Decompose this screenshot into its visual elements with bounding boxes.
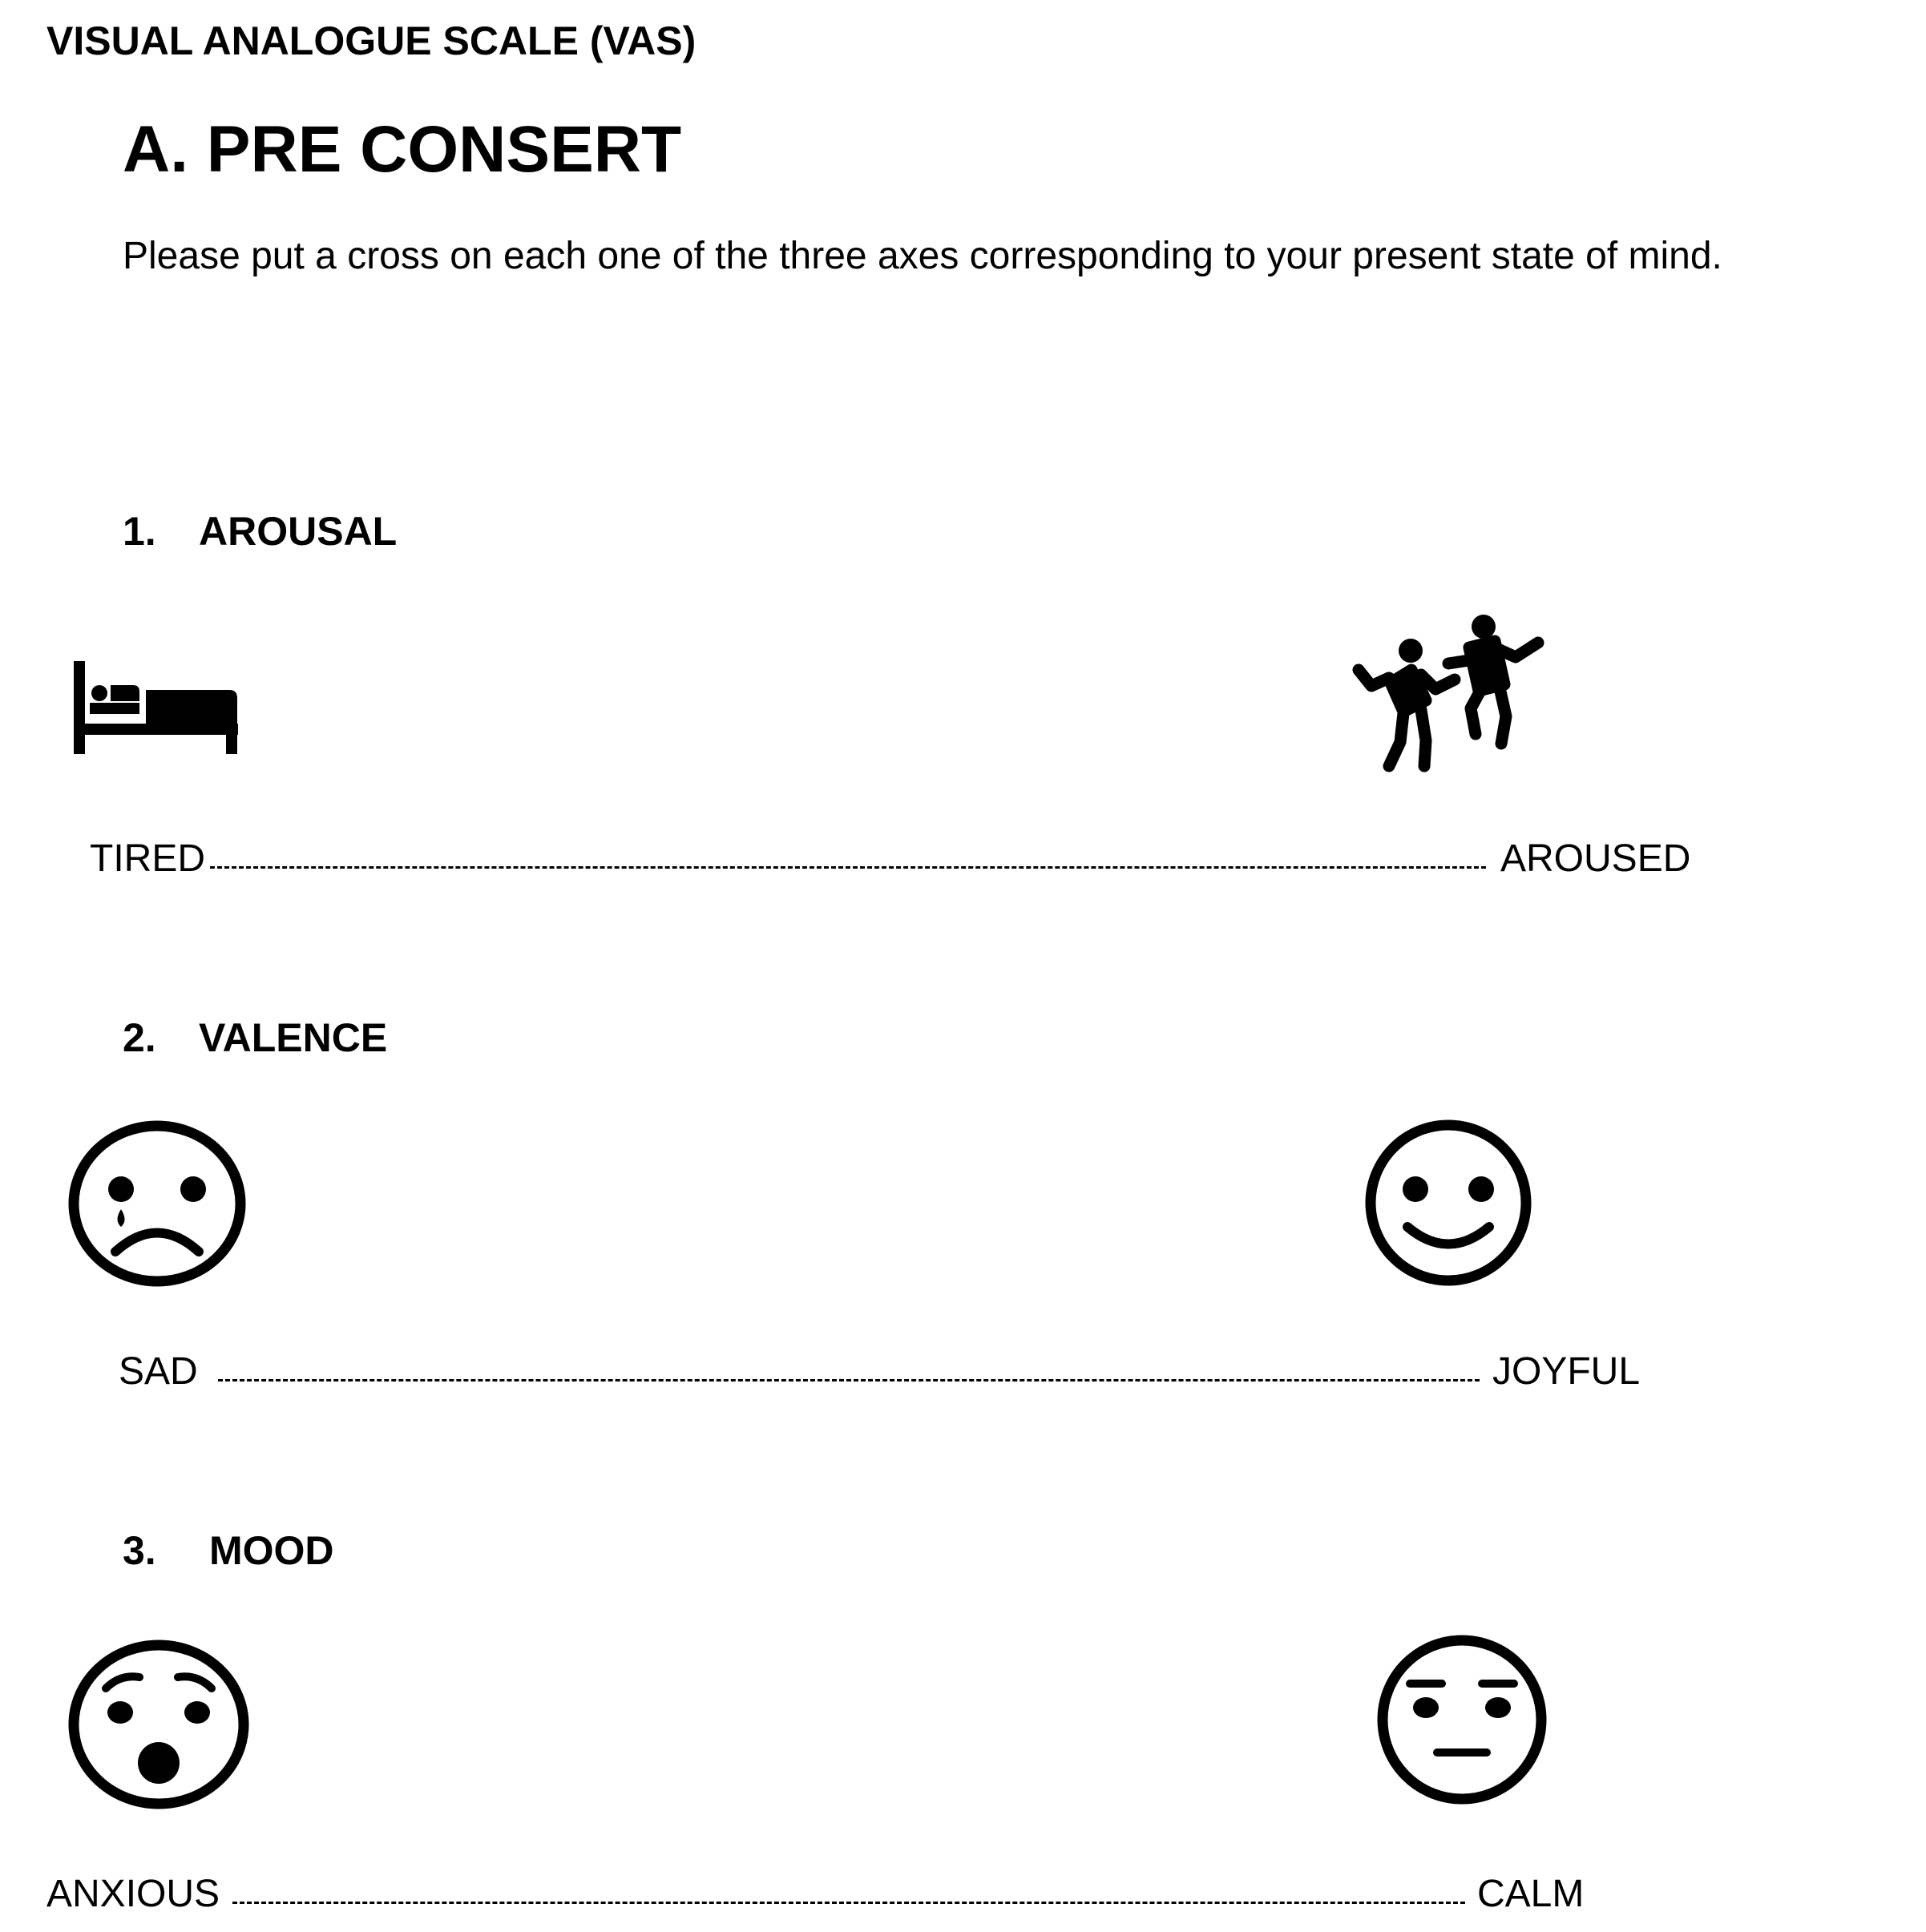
valence-scale-line[interactable] [218, 1379, 1480, 1381]
arousal-title: AROUSAL [199, 509, 398, 554]
section-title: A. PRE CONSERT [123, 113, 682, 186]
mood-number: 3. [123, 1528, 156, 1573]
instructions-text: Please put a cross on each one of the three axes corresponding to your present state of mind. [123, 235, 1722, 277]
arousal-heading [123, 508, 397, 555]
mood-title: MOOD [209, 1528, 334, 1573]
arousal-number: 1. [123, 509, 156, 554]
mood-heading [123, 1527, 334, 1574]
valence-title: VALENCE [199, 1015, 388, 1060]
document-header: VISUAL ANALOGUE SCALE (VAS) [46, 18, 697, 63]
sad-label: SAD [119, 1350, 198, 1393]
anxious-face-icon [67, 1639, 250, 1810]
mood-scale-line[interactable] [232, 1902, 1465, 1904]
bed-icon [72, 661, 242, 756]
smiling-face-icon [1364, 1119, 1532, 1287]
valence-number: 2. [123, 1015, 156, 1060]
calm-face-icon [1376, 1634, 1548, 1805]
calm-label: CALM [1477, 1873, 1585, 1915]
aroused-label: AROUSED [1500, 837, 1691, 880]
joyful-label: JOYFUL [1492, 1350, 1641, 1393]
crying-face-icon [67, 1119, 247, 1288]
tired-label: TIRED [90, 837, 205, 880]
dancing-people-icon [1349, 612, 1553, 776]
arousal-scale-line[interactable] [210, 866, 1486, 869]
valence-heading [123, 1014, 387, 1061]
anxious-label: ANXIOUS [46, 1873, 220, 1915]
